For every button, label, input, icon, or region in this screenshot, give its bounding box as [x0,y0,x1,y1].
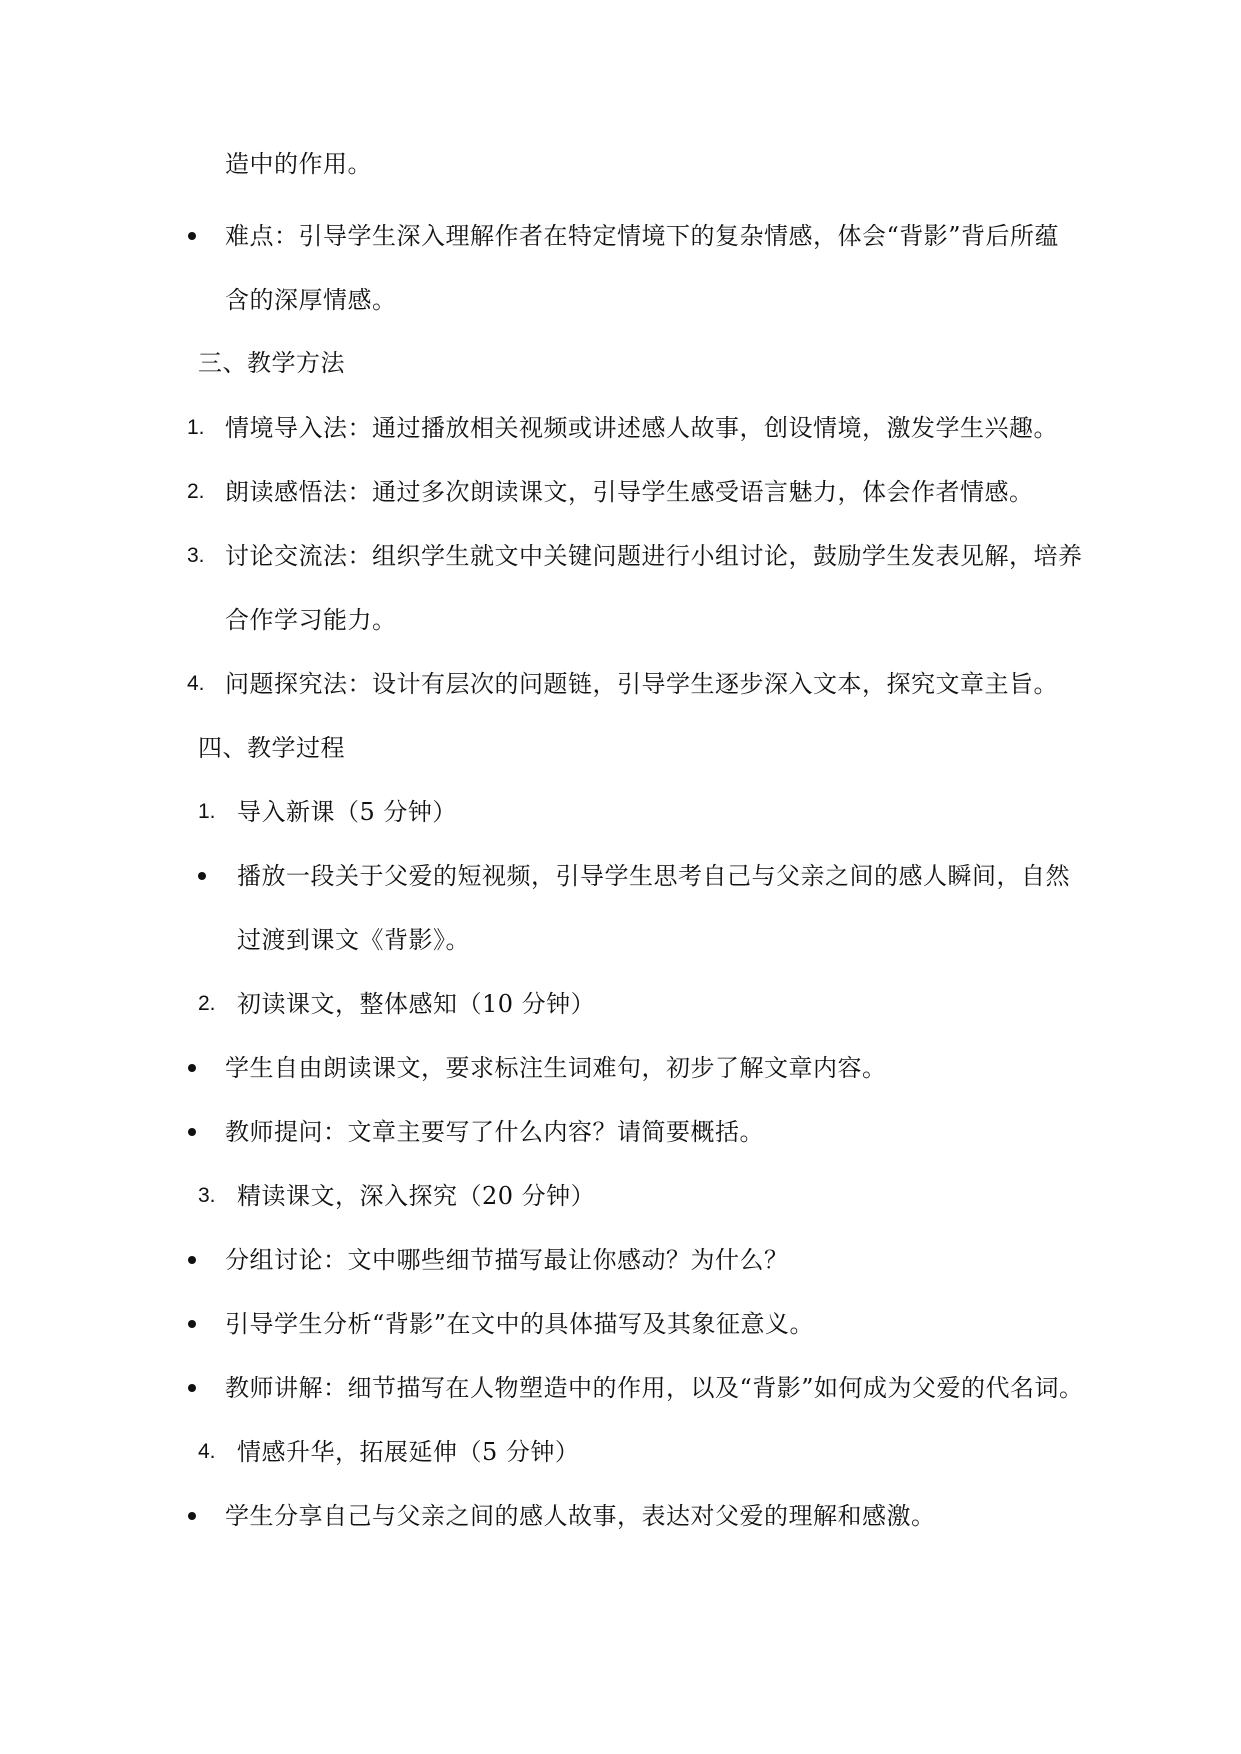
step-3-bullet-2: 引导学生分析“背影”在文中的具体描写及其象征意义。 [225,1310,815,1338]
section-title-teaching-process: 四、教学过程 [198,734,345,762]
paragraph-continuation: 造中的作用。 [225,150,372,178]
bullet-icon [188,1064,196,1072]
step-1-title: 导入新课（5 分钟） [237,798,457,826]
method-item-3-line-1: 讨论交流法：组织学生就文中关键问题进行小组讨论，鼓励学生发表见解，培养 [225,542,1083,570]
bullet-icon [198,872,206,880]
step-2-bullet-1: 学生自由朗读课文，要求标注生词难句，初步了解文章内容。 [225,1054,887,1082]
method-item-3-line-2: 合作学习能力。 [225,606,397,634]
method-item-1: 情境导入法：通过播放相关视频或讲述感人故事，创设情境，激发学生兴趣。 [225,414,1058,442]
step-3-bullet-1: 分组讨论：文中哪些细节描写最让你感动？为什么？ [225,1246,789,1274]
bullet-icon [188,1512,196,1520]
list-number: 1. [187,416,205,439]
difficulty-line-2: 含的深厚情感。 [225,286,397,314]
step-3-title: 精读课文，深入探究（20 分钟） [237,1182,596,1210]
bullet-icon [188,232,196,240]
step-2-bullet-2: 教师提问：文章主要写了什么内容？请简要概括。 [225,1118,764,1146]
step-4-title: 情感升华，拓展延伸（5 分钟） [237,1438,580,1466]
bullet-icon [188,1384,196,1392]
list-number: 2. [198,992,216,1015]
step-4-bullet-1: 学生分享自己与父亲之间的感人故事，表达对父爱的理解和感激。 [225,1502,936,1530]
step-3-bullet-3: 教师讲解：细节描写在人物塑造中的作用，以及“背影”如何成为父爱的代名词。 [225,1374,1084,1402]
list-number: 2. [187,480,205,503]
bullet-icon [188,1256,196,1264]
section-title-teaching-methods: 三、教学方法 [198,349,345,377]
method-item-2: 朗读感悟法：通过多次朗读课文，引导学生感受语言魅力，体会作者情感。 [225,478,1034,506]
step-2-title: 初读课文，整体感知（10 分钟） [237,990,596,1018]
list-number: 1. [198,800,216,823]
difficulty-line-1: 难点：引导学生深入理解作者在特定情境下的复杂情感，体会“背影”背后所蕴 [225,222,1060,250]
method-item-4: 问题探究法：设计有层次的问题链，引导学生逐步深入文本，探究文章主旨。 [225,670,1058,698]
bullet-icon [188,1128,196,1136]
step-1-bullet-line-1: 播放一段关于父爱的短视频，引导学生思考自己与父亲之间的感人瞬间，自然 [237,862,1070,890]
list-number: 4. [187,672,205,695]
list-number: 4. [198,1440,216,1463]
step-1-bullet-line-2: 过渡到课文《背影》。 [237,926,470,954]
bullet-icon [188,1320,196,1328]
list-number: 3. [198,1184,216,1207]
list-number: 3. [187,544,205,567]
